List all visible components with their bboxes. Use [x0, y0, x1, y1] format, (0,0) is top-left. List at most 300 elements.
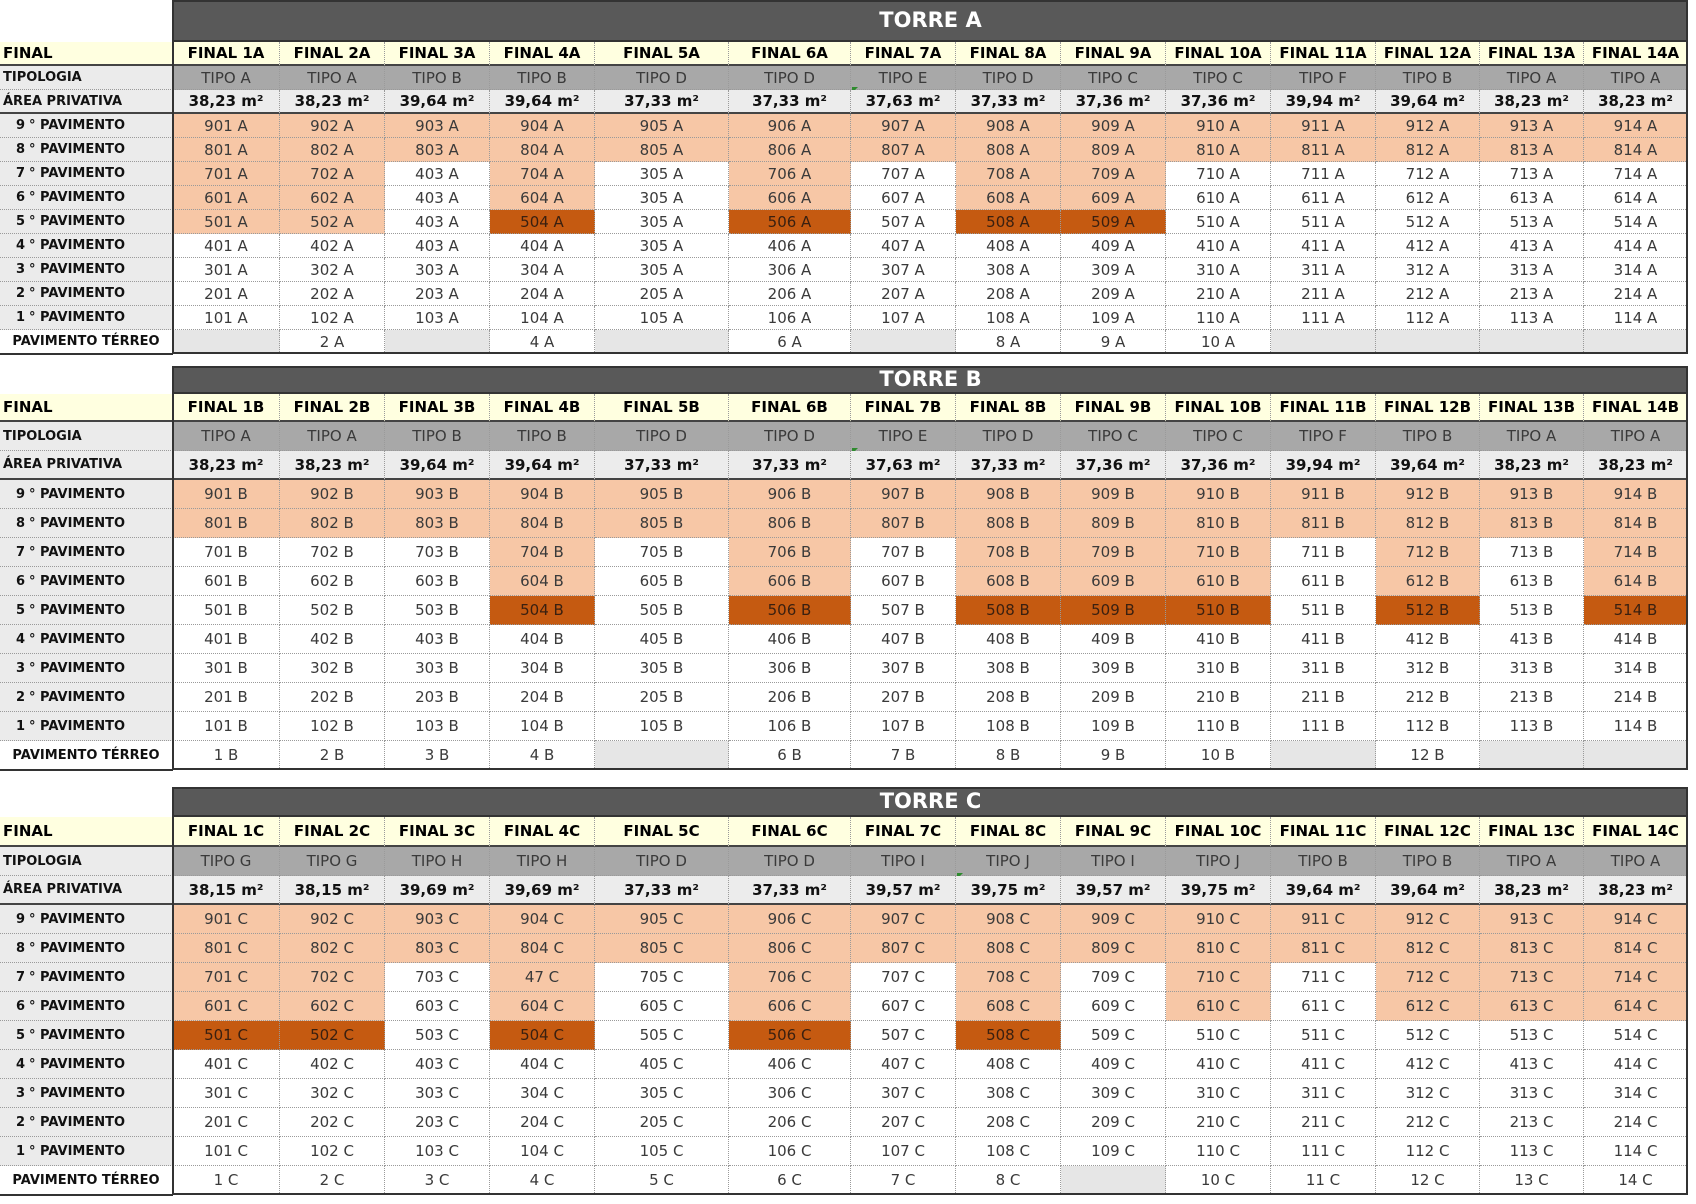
unit-cell[interactable]: 214 C — [1584, 1108, 1688, 1137]
unit-cell[interactable]: 306 A — [729, 258, 851, 282]
unit-cell[interactable]: 904 C — [490, 905, 595, 934]
unit-cell[interactable]: 708 A — [956, 162, 1061, 186]
unit-cell[interactable]: 401 C — [173, 1050, 280, 1079]
unit-cell[interactable]: 808 C — [956, 934, 1061, 963]
unit-cell[interactable]: 412 B — [1376, 625, 1480, 654]
unit-cell[interactable]: 601 B — [173, 567, 280, 596]
unit-cell[interactable]: 605 B — [595, 567, 729, 596]
unit-cell[interactable]: 608 A — [956, 186, 1061, 210]
unit-cell[interactable]: 308 A — [956, 258, 1061, 282]
unit-cell[interactable]: 714 B — [1584, 538, 1688, 567]
unit-cell[interactable]: 410 C — [1166, 1050, 1271, 1079]
unit-cell[interactable]: 809 A — [1061, 138, 1166, 162]
unit-cell[interactable]: 914 B — [1584, 480, 1688, 509]
unit-cell[interactable]: 913 A — [1480, 114, 1584, 138]
unit-cell[interactable]: 208 B — [956, 683, 1061, 712]
unit-cell[interactable]: 312 A — [1376, 258, 1480, 282]
unit-cell[interactable]: 314 B — [1584, 654, 1688, 683]
unit-cell[interactable]: 305 C — [595, 1079, 729, 1108]
unit-cell[interactable]: 601 A — [173, 186, 280, 210]
unit-cell[interactable]: 301 B — [173, 654, 280, 683]
terreo-cell[interactable]: 1 B — [173, 741, 280, 770]
unit-cell[interactable]: 405 B — [595, 625, 729, 654]
unit-cell[interactable]: 204 C — [490, 1108, 595, 1137]
unit-cell[interactable]: 212 B — [1376, 683, 1480, 712]
unit-cell[interactable]: 207 C — [851, 1108, 956, 1137]
unit-cell[interactable]: 108 B — [956, 712, 1061, 741]
unit-cell[interactable]: 512 C — [1376, 1021, 1480, 1050]
unit-cell[interactable]: 204 A — [490, 282, 595, 306]
unit-cell[interactable]: 913 B — [1480, 480, 1584, 509]
unit-cell[interactable]: 110 B — [1166, 712, 1271, 741]
unit-cell[interactable]: 712 C — [1376, 963, 1480, 992]
unit-cell[interactable]: 711 A — [1271, 162, 1376, 186]
unit-cell[interactable]: 301 A — [173, 258, 280, 282]
unit-cell[interactable]: 606 A — [729, 186, 851, 210]
unit-cell[interactable]: 612 A — [1376, 186, 1480, 210]
unit-cell[interactable]: 713 C — [1480, 963, 1584, 992]
unit-cell[interactable]: 614 A — [1584, 186, 1688, 210]
unit-cell[interactable]: 611 B — [1271, 567, 1376, 596]
unit-cell[interactable]: 205 B — [595, 683, 729, 712]
unit-cell[interactable]: 511 A — [1271, 210, 1376, 234]
unit-cell[interactable]: 305 A — [595, 234, 729, 258]
unit-cell[interactable]: 507 C — [851, 1021, 956, 1050]
unit-cell[interactable]: 912 A — [1376, 114, 1480, 138]
unit-cell[interactable]: 503 C — [385, 1021, 490, 1050]
unit-cell[interactable]: 413 C — [1480, 1050, 1584, 1079]
unit-cell[interactable]: 403 A — [385, 234, 490, 258]
unit-cell[interactable]: 414 A — [1584, 234, 1688, 258]
terreo-cell[interactable]: 7 B — [851, 741, 956, 770]
unit-cell[interactable]: 903 B — [385, 480, 490, 509]
unit-cell[interactable]: 107 C — [851, 1137, 956, 1166]
unit-cell[interactable]: 501 B — [173, 596, 280, 625]
unit-cell[interactable]: 702 A — [280, 162, 385, 186]
unit-cell[interactable]: 409 C — [1061, 1050, 1166, 1079]
unit-cell[interactable]: 111 C — [1271, 1137, 1376, 1166]
unit-cell[interactable]: 710 B — [1166, 538, 1271, 567]
unit-cell[interactable]: 707 B — [851, 538, 956, 567]
unit-cell[interactable]: 806 B — [729, 509, 851, 538]
unit-cell[interactable]: 508 C — [956, 1021, 1061, 1050]
unit-cell[interactable]: 406 A — [729, 234, 851, 258]
unit-cell[interactable]: 206 A — [729, 282, 851, 306]
unit-cell[interactable]: 113 C — [1480, 1137, 1584, 1166]
unit-cell[interactable]: 208 A — [956, 282, 1061, 306]
unit-cell[interactable]: 108 C — [956, 1137, 1061, 1166]
unit-cell[interactable]: 809 B — [1061, 509, 1166, 538]
unit-cell[interactable]: 203 C — [385, 1108, 490, 1137]
unit-cell[interactable]: 614 C — [1584, 992, 1688, 1021]
unit-cell[interactable]: 602 B — [280, 567, 385, 596]
unit-cell[interactable]: 909 B — [1061, 480, 1166, 509]
unit-cell[interactable]: 906 A — [729, 114, 851, 138]
unit-cell[interactable]: 701 B — [173, 538, 280, 567]
terreo-cell[interactable]: 9 B — [1061, 741, 1166, 770]
unit-cell[interactable]: 906 B — [729, 480, 851, 509]
unit-cell[interactable]: 314 C — [1584, 1079, 1688, 1108]
unit-cell[interactable]: 201 A — [173, 282, 280, 306]
unit-cell[interactable]: 305 A — [595, 186, 729, 210]
unit-cell[interactable]: 807 B — [851, 509, 956, 538]
unit-cell[interactable]: 507 A — [851, 210, 956, 234]
unit-cell[interactable]: 306 B — [729, 654, 851, 683]
unit-cell[interactable]: 102 B — [280, 712, 385, 741]
unit-cell[interactable]: 107 A — [851, 306, 956, 330]
unit-cell[interactable]: 607 C — [851, 992, 956, 1021]
unit-cell[interactable]: 408 C — [956, 1050, 1061, 1079]
unit-cell[interactable]: 911 A — [1271, 114, 1376, 138]
unit-cell[interactable]: 114 B — [1584, 712, 1688, 741]
unit-cell[interactable]: 206 C — [729, 1108, 851, 1137]
unit-cell[interactable]: 703 B — [385, 538, 490, 567]
unit-cell[interactable]: 308 B — [956, 654, 1061, 683]
unit-cell[interactable]: 709 A — [1061, 162, 1166, 186]
unit-cell[interactable]: 101 C — [173, 1137, 280, 1166]
unit-cell[interactable]: 812 B — [1376, 509, 1480, 538]
unit-cell[interactable]: 105 B — [595, 712, 729, 741]
unit-cell[interactable]: 414 B — [1584, 625, 1688, 654]
unit-cell[interactable]: 104 B — [490, 712, 595, 741]
unit-cell[interactable]: 612 C — [1376, 992, 1480, 1021]
unit-cell[interactable]: 310 A — [1166, 258, 1271, 282]
unit-cell[interactable]: 902 B — [280, 480, 385, 509]
unit-cell[interactable]: 912 B — [1376, 480, 1480, 509]
terreo-cell[interactable]: 4 B — [490, 741, 595, 770]
unit-cell[interactable]: 510 C — [1166, 1021, 1271, 1050]
unit-cell[interactable]: 504 C — [490, 1021, 595, 1050]
terreo-cell[interactable]: 7 C — [851, 1166, 956, 1195]
unit-cell[interactable]: 610 B — [1166, 567, 1271, 596]
unit-cell[interactable]: 712 B — [1376, 538, 1480, 567]
unit-cell[interactable]: 707 C — [851, 963, 956, 992]
unit-cell[interactable]: 802 B — [280, 509, 385, 538]
unit-cell[interactable]: 807 A — [851, 138, 956, 162]
unit-cell[interactable]: 911 C — [1271, 905, 1376, 934]
unit-cell[interactable]: 212 A — [1376, 282, 1480, 306]
unit-cell[interactable]: 407 B — [851, 625, 956, 654]
unit-cell[interactable]: 909 A — [1061, 114, 1166, 138]
unit-cell[interactable]: 704 A — [490, 162, 595, 186]
unit-cell[interactable]: 112 C — [1376, 1137, 1480, 1166]
unit-cell[interactable]: 413 A — [1480, 234, 1584, 258]
unit-cell[interactable]: 801 B — [173, 509, 280, 538]
unit-cell[interactable]: 314 A — [1584, 258, 1688, 282]
unit-cell[interactable]: 310 B — [1166, 654, 1271, 683]
unit-cell[interactable]: 710 C — [1166, 963, 1271, 992]
unit-cell[interactable]: 502 C — [280, 1021, 385, 1050]
unit-cell[interactable]: 804 A — [490, 138, 595, 162]
terreo-cell[interactable]: 2 C — [280, 1166, 385, 1195]
unit-cell[interactable]: 109 B — [1061, 712, 1166, 741]
unit-cell[interactable]: 109 A — [1061, 306, 1166, 330]
unit-cell[interactable]: 808 B — [956, 509, 1061, 538]
unit-cell[interactable]: 213 C — [1480, 1108, 1584, 1137]
unit-cell[interactable]: 409 B — [1061, 625, 1166, 654]
unit-cell[interactable]: 305 A — [595, 210, 729, 234]
unit-cell[interactable]: 303 A — [385, 258, 490, 282]
terreo-cell[interactable]: 13 C — [1480, 1166, 1584, 1195]
terreo-cell[interactable]: 8 C — [956, 1166, 1061, 1195]
unit-cell[interactable]: 506 A — [729, 210, 851, 234]
unit-cell[interactable]: 404 B — [490, 625, 595, 654]
unit-cell[interactable]: 504 B — [490, 596, 595, 625]
unit-cell[interactable]: 211 C — [1271, 1108, 1376, 1137]
unit-cell[interactable]: 506 B — [729, 596, 851, 625]
unit-cell[interactable]: 912 C — [1376, 905, 1480, 934]
unit-cell[interactable]: 702 B — [280, 538, 385, 567]
terreo-cell[interactable]: 1 C — [173, 1166, 280, 1195]
unit-cell[interactable]: 509 A — [1061, 210, 1166, 234]
terreo-cell[interactable]: 2 A — [280, 330, 385, 354]
unit-cell[interactable]: 806 A — [729, 138, 851, 162]
unit-cell[interactable]: 604 B — [490, 567, 595, 596]
unit-cell[interactable]: 209 B — [1061, 683, 1166, 712]
unit-cell[interactable]: 106 C — [729, 1137, 851, 1166]
unit-cell[interactable]: 313 A — [1480, 258, 1584, 282]
unit-cell[interactable]: 802 C — [280, 934, 385, 963]
unit-cell[interactable]: 312 C — [1376, 1079, 1480, 1108]
unit-cell[interactable]: 910 B — [1166, 480, 1271, 509]
unit-cell[interactable]: 804 B — [490, 509, 595, 538]
unit-cell[interactable]: 709 B — [1061, 538, 1166, 567]
unit-cell[interactable]: 901 C — [173, 905, 280, 934]
unit-cell[interactable]: 509 B — [1061, 596, 1166, 625]
unit-cell[interactable]: 909 C — [1061, 905, 1166, 934]
terreo-cell[interactable]: 8 A — [956, 330, 1061, 354]
unit-cell[interactable]: 804 C — [490, 934, 595, 963]
terreo-cell[interactable]: 12 B — [1376, 741, 1480, 770]
unit-cell[interactable]: 113 A — [1480, 306, 1584, 330]
unit-cell[interactable]: 812 C — [1376, 934, 1480, 963]
unit-cell[interactable]: 611 A — [1271, 186, 1376, 210]
unit-cell[interactable]: 403 A — [385, 162, 490, 186]
unit-cell[interactable]: 313 C — [1480, 1079, 1584, 1108]
unit-cell[interactable]: 205 C — [595, 1108, 729, 1137]
unit-cell[interactable]: 106 B — [729, 712, 851, 741]
unit-cell[interactable]: 508 B — [956, 596, 1061, 625]
unit-cell[interactable]: 205 A — [595, 282, 729, 306]
unit-cell[interactable]: 103 B — [385, 712, 490, 741]
unit-cell[interactable]: 903 C — [385, 905, 490, 934]
unit-cell[interactable]: 211 A — [1271, 282, 1376, 306]
unit-cell[interactable]: 809 C — [1061, 934, 1166, 963]
unit-cell[interactable]: 814 B — [1584, 509, 1688, 538]
terreo-cell[interactable]: 14 C — [1584, 1166, 1688, 1195]
unit-cell[interactable]: 801 A — [173, 138, 280, 162]
unit-cell[interactable]: 902 C — [280, 905, 385, 934]
unit-cell[interactable]: 811 B — [1271, 509, 1376, 538]
unit-cell[interactable]: 513 A — [1480, 210, 1584, 234]
unit-cell[interactable]: 105 C — [595, 1137, 729, 1166]
unit-cell[interactable]: 805 A — [595, 138, 729, 162]
unit-cell[interactable]: 105 A — [595, 306, 729, 330]
unit-cell[interactable]: 908 B — [956, 480, 1061, 509]
unit-cell[interactable]: 404 A — [490, 234, 595, 258]
unit-cell[interactable]: 213 B — [1480, 683, 1584, 712]
unit-cell[interactable]: 708 C — [956, 963, 1061, 992]
unit-cell[interactable]: 114 A — [1584, 306, 1688, 330]
unit-cell[interactable]: 604 A — [490, 186, 595, 210]
unit-cell[interactable]: 914 C — [1584, 905, 1688, 934]
unit-cell[interactable]: 110 A — [1166, 306, 1271, 330]
unit-cell[interactable]: 407 C — [851, 1050, 956, 1079]
unit-cell[interactable]: 412 C — [1376, 1050, 1480, 1079]
unit-cell[interactable]: 703 C — [385, 963, 490, 992]
terreo-cell[interactable]: 3 C — [385, 1166, 490, 1195]
unit-cell[interactable]: 810 A — [1166, 138, 1271, 162]
unit-cell[interactable]: 509 C — [1061, 1021, 1166, 1050]
unit-cell[interactable]: 803 C — [385, 934, 490, 963]
unit-cell[interactable]: 901 B — [173, 480, 280, 509]
terreo-cell[interactable]: 10 C — [1166, 1166, 1271, 1195]
unit-cell[interactable]: 302 C — [280, 1079, 385, 1108]
unit-cell[interactable]: 403 A — [385, 210, 490, 234]
unit-cell[interactable]: 910 C — [1166, 905, 1271, 934]
unit-cell[interactable]: 812 A — [1376, 138, 1480, 162]
terreo-cell[interactable]: 11 C — [1271, 1166, 1376, 1195]
unit-cell[interactable]: 902 A — [280, 114, 385, 138]
unit-cell[interactable]: 612 B — [1376, 567, 1480, 596]
unit-cell[interactable]: 312 B — [1376, 654, 1480, 683]
unit-cell[interactable]: 907 B — [851, 480, 956, 509]
unit-cell[interactable]: 402 B — [280, 625, 385, 654]
unit-cell[interactable]: 714 A — [1584, 162, 1688, 186]
unit-cell[interactable]: 302 A — [280, 258, 385, 282]
unit-cell[interactable]: 303 C — [385, 1079, 490, 1108]
unit-cell[interactable]: 106 A — [729, 306, 851, 330]
unit-cell[interactable]: 411 C — [1271, 1050, 1376, 1079]
unit-cell[interactable]: 213 A — [1480, 282, 1584, 306]
unit-cell[interactable]: 202 C — [280, 1108, 385, 1137]
unit-cell[interactable]: 613 C — [1480, 992, 1584, 1021]
terreo-cell[interactable]: 2 B — [280, 741, 385, 770]
unit-cell[interactable]: 511 C — [1271, 1021, 1376, 1050]
unit-cell[interactable]: 701 A — [173, 162, 280, 186]
unit-cell[interactable]: 109 C — [1061, 1137, 1166, 1166]
unit-cell[interactable]: 209 C — [1061, 1108, 1166, 1137]
unit-cell[interactable]: 714 C — [1584, 963, 1688, 992]
unit-cell[interactable]: 307 B — [851, 654, 956, 683]
unit-cell[interactable]: 204 B — [490, 683, 595, 712]
unit-cell[interactable]: 901 A — [173, 114, 280, 138]
unit-cell[interactable]: 910 A — [1166, 114, 1271, 138]
unit-cell[interactable]: 209 A — [1061, 282, 1166, 306]
unit-cell[interactable]: 405 C — [595, 1050, 729, 1079]
unit-cell[interactable]: 504 A — [490, 210, 595, 234]
unit-cell[interactable]: 413 B — [1480, 625, 1584, 654]
unit-cell[interactable]: 404 C — [490, 1050, 595, 1079]
unit-cell[interactable]: 307 A — [851, 258, 956, 282]
unit-cell[interactable]: 811 A — [1271, 138, 1376, 162]
unit-cell[interactable]: 713 A — [1480, 162, 1584, 186]
unit-cell[interactable]: 401 A — [173, 234, 280, 258]
unit-cell[interactable]: 613 B — [1480, 567, 1584, 596]
unit-cell[interactable]: 210 A — [1166, 282, 1271, 306]
unit-cell[interactable]: 601 C — [173, 992, 280, 1021]
unit-cell[interactable]: 401 B — [173, 625, 280, 654]
unit-cell[interactable]: 408 B — [956, 625, 1061, 654]
unit-cell[interactable]: 710 A — [1166, 162, 1271, 186]
unit-cell[interactable]: 502 B — [280, 596, 385, 625]
unit-cell[interactable]: 811 C — [1271, 934, 1376, 963]
unit-cell[interactable]: 501 C — [173, 1021, 280, 1050]
unit-cell[interactable]: 402 C — [280, 1050, 385, 1079]
unit-cell[interactable]: 407 A — [851, 234, 956, 258]
unit-cell[interactable]: 814 C — [1584, 934, 1688, 963]
unit-cell[interactable]: 409 A — [1061, 234, 1166, 258]
unit-cell[interactable]: 305 B — [595, 654, 729, 683]
unit-cell[interactable]: 501 A — [173, 210, 280, 234]
unit-cell[interactable]: 206 B — [729, 683, 851, 712]
unit-cell[interactable]: 411 B — [1271, 625, 1376, 654]
unit-cell[interactable]: 111 A — [1271, 306, 1376, 330]
unit-cell[interactable]: 704 B — [490, 538, 595, 567]
unit-cell[interactable]: 508 A — [956, 210, 1061, 234]
unit-cell[interactable]: 207 A — [851, 282, 956, 306]
unit-cell[interactable]: 514 B — [1584, 596, 1688, 625]
unit-cell[interactable]: 410 A — [1166, 234, 1271, 258]
terreo-cell[interactable]: 9 A — [1061, 330, 1166, 354]
terreo-cell[interactable]: 6 B — [729, 741, 851, 770]
unit-cell[interactable]: 304 A — [490, 258, 595, 282]
unit-cell[interactable]: 201 B — [173, 683, 280, 712]
unit-cell[interactable]: 911 B — [1271, 480, 1376, 509]
unit-cell[interactable]: 203 A — [385, 282, 490, 306]
unit-cell[interactable]: 311 A — [1271, 258, 1376, 282]
unit-cell[interactable]: 908 C — [956, 905, 1061, 934]
unit-cell[interactable]: 101 B — [173, 712, 280, 741]
unit-cell[interactable]: 114 C — [1584, 1137, 1688, 1166]
unit-cell[interactable]: 214 A — [1584, 282, 1688, 306]
unit-cell[interactable]: 904 A — [490, 114, 595, 138]
unit-cell[interactable]: 807 C — [851, 934, 956, 963]
unit-cell[interactable]: 609 C — [1061, 992, 1166, 1021]
unit-cell[interactable]: 810 C — [1166, 934, 1271, 963]
unit-cell[interactable]: 506 C — [729, 1021, 851, 1050]
terreo-cell[interactable]: 5 C — [595, 1166, 729, 1195]
unit-cell[interactable]: 102 A — [280, 306, 385, 330]
unit-cell[interactable]: 302 B — [280, 654, 385, 683]
unit-cell[interactable]: 308 C — [956, 1079, 1061, 1108]
unit-cell[interactable]: 514 A — [1584, 210, 1688, 234]
unit-cell[interactable]: 111 B — [1271, 712, 1376, 741]
unit-cell[interactable]: 609 B — [1061, 567, 1166, 596]
unit-cell[interactable]: 201 C — [173, 1108, 280, 1137]
unit-cell[interactable]: 606 C — [729, 992, 851, 1021]
unit-cell[interactable]: 203 B — [385, 683, 490, 712]
unit-cell[interactable]: 47 C — [490, 963, 595, 992]
unit-cell[interactable]: 507 B — [851, 596, 956, 625]
unit-cell[interactable]: 313 B — [1480, 654, 1584, 683]
unit-cell[interactable]: 903 A — [385, 114, 490, 138]
unit-cell[interactable]: 212 C — [1376, 1108, 1480, 1137]
unit-cell[interactable]: 905 A — [595, 114, 729, 138]
unit-cell[interactable]: 713 B — [1480, 538, 1584, 567]
unit-cell[interactable]: 107 B — [851, 712, 956, 741]
unit-cell[interactable]: 113 B — [1480, 712, 1584, 741]
unit-cell[interactable]: 505 B — [595, 596, 729, 625]
unit-cell[interactable]: 214 B — [1584, 683, 1688, 712]
unit-cell[interactable]: 707 A — [851, 162, 956, 186]
unit-cell[interactable]: 202 B — [280, 683, 385, 712]
unit-cell[interactable]: 908 A — [956, 114, 1061, 138]
unit-cell[interactable]: 602 C — [280, 992, 385, 1021]
unit-cell[interactable]: 510 B — [1166, 596, 1271, 625]
unit-cell[interactable]: 914 A — [1584, 114, 1688, 138]
unit-cell[interactable]: 311 B — [1271, 654, 1376, 683]
